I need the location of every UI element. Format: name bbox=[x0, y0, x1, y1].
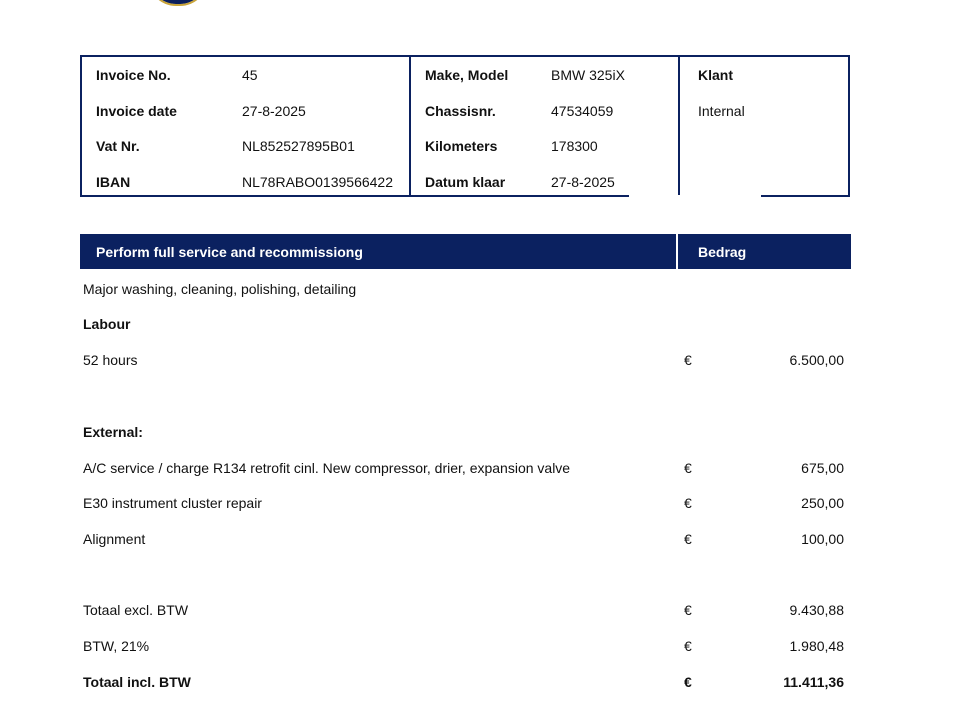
vat-value: NL852527895B01 bbox=[242, 138, 355, 154]
vat-label: Vat Nr. bbox=[96, 138, 140, 154]
table-header-title: Perform full service and recommissiong bbox=[96, 244, 363, 260]
external-item-alignment-amount: 100,00 bbox=[801, 531, 844, 547]
total-excl-currency: € bbox=[684, 602, 692, 618]
invoice-date-value: 27-8-2025 bbox=[242, 103, 306, 119]
chassis-label: Chassisnr. bbox=[425, 103, 496, 119]
invoice-info-box bbox=[80, 55, 850, 197]
make-model-value: BMW 325iX bbox=[551, 67, 625, 83]
external-item-ac-amount: 675,00 bbox=[801, 460, 844, 476]
client-value: Internal bbox=[698, 103, 745, 119]
iban-value: NL78RABO0139566422 bbox=[242, 174, 394, 190]
iban-label: IBAN bbox=[96, 174, 131, 190]
company-logo bbox=[148, 0, 208, 6]
labour-currency: € bbox=[684, 352, 692, 368]
external-item-cluster-currency: € bbox=[684, 495, 692, 511]
vat-total-label: BTW, 21% bbox=[83, 638, 150, 654]
chassis-value: 47534059 bbox=[551, 103, 614, 119]
table-header-amount: Bedrag bbox=[698, 244, 747, 260]
client-label: Klant bbox=[698, 67, 733, 83]
info-box-gap bbox=[629, 195, 761, 198]
labour-heading: Labour bbox=[83, 316, 131, 332]
invoice-no-value: 45 bbox=[242, 67, 258, 83]
total-incl-currency: € bbox=[684, 674, 692, 690]
total-excl-label: Totaal excl. BTW bbox=[83, 602, 189, 618]
info-divider-1 bbox=[409, 57, 411, 195]
labour-amount: 6.500,00 bbox=[789, 352, 844, 368]
external-item-ac: A/C service / charge R134 retrofit cinl. New compressor, drier, expansion valve bbox=[83, 460, 571, 476]
total-incl-label: Totaal incl. BTW bbox=[83, 674, 191, 690]
kilometers-value: 178300 bbox=[551, 138, 598, 154]
external-item-ac-currency: € bbox=[684, 460, 692, 476]
kilometers-label: Kilometers bbox=[425, 138, 498, 154]
external-item-cluster: E30 instrument cluster repair bbox=[83, 495, 262, 511]
invoice-no-label: Invoice No. bbox=[96, 67, 171, 83]
info-divider-2 bbox=[678, 57, 680, 195]
external-item-alignment: Alignment bbox=[83, 531, 146, 547]
labour-item: 52 hours bbox=[83, 352, 138, 368]
total-incl-amount: 11.411,36 bbox=[783, 674, 844, 690]
job-description: Major washing, cleaning, polishing, detailing bbox=[83, 281, 357, 297]
table-header bbox=[80, 234, 851, 269]
table-header-divider bbox=[676, 234, 678, 269]
make-model-label: Make, Model bbox=[425, 67, 509, 83]
external-item-cluster-amount: 250,00 bbox=[801, 495, 844, 511]
vat-total-currency: € bbox=[684, 638, 692, 654]
total-excl-amount: 9.430,88 bbox=[789, 602, 844, 618]
ready-date-label: Datum klaar bbox=[425, 174, 506, 190]
invoice-date-label: Invoice date bbox=[96, 103, 177, 119]
ready-date-value: 27-8-2025 bbox=[551, 174, 615, 190]
external-item-alignment-currency: € bbox=[684, 531, 692, 547]
vat-total-amount: 1.980,48 bbox=[789, 638, 844, 654]
external-heading: External: bbox=[83, 424, 143, 440]
